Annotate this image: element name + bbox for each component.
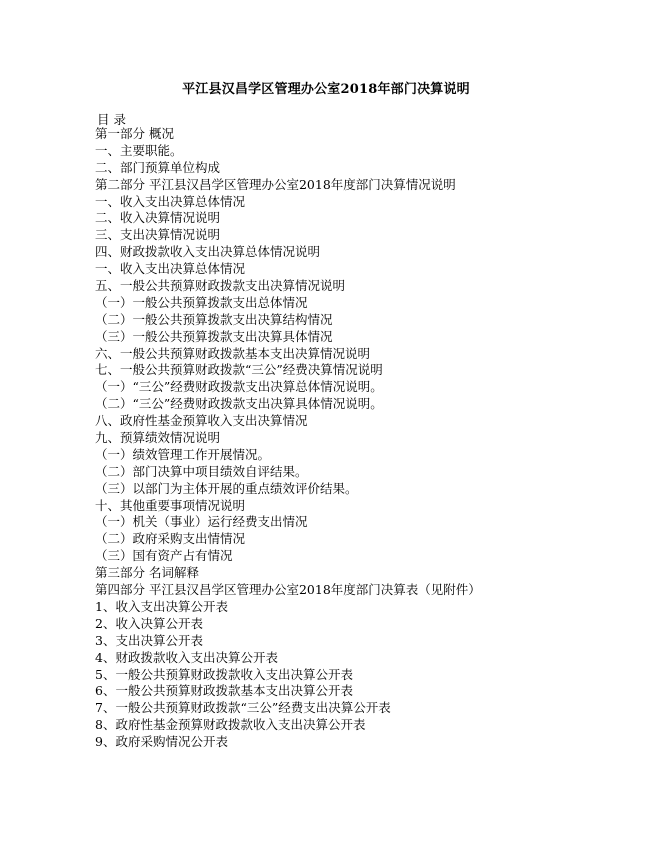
toc-item: 八、政府性基金预算收入支出决算情况	[95, 413, 308, 429]
toc-item: 第一部分 概况	[95, 126, 174, 141]
toc-item: （二）部门决算中项目绩效自评结果。	[95, 463, 308, 479]
toc-item: （一）机关（事业）运行经费支出情况	[95, 514, 308, 530]
toc-item: 1、收入支出决算公开表	[95, 598, 228, 614]
toc-heading: 目 录	[97, 112, 126, 127]
toc-item: 2、收入决算公开表	[95, 615, 203, 631]
toc-item: 第二部分 平江县汉昌学区管理办公室2018年度部门决算情况说明	[95, 176, 456, 192]
toc-item: 5、一般公共预算财政拨款收入支出决算公开表	[95, 666, 353, 682]
toc-item: 七、一般公共预算财政拨款“三公”经费决算情况说明	[95, 362, 383, 378]
toc-item: 五、一般公共预算财政拨款支出决算情况说明	[95, 278, 346, 294]
toc-item: （一）绩效管理工作开展情况。	[95, 446, 271, 462]
toc-item: 第四部分 平江县汉昌学区管理办公室2018年度部门决算表（见附件）	[95, 582, 481, 598]
toc-item: （二）“三公”经费财政拨款支出决算具体情况说明。	[95, 396, 383, 412]
toc-item: 4、财政拨款收入支出决算公开表	[95, 649, 278, 665]
toc-item: （一）“三公”经费财政拨款支出决算总体情况说明。	[95, 379, 383, 395]
toc-item: （三）国有资产占有情况	[95, 548, 233, 564]
toc-item: （二）一般公共预算拨款支出决算结构情况	[95, 311, 333, 327]
toc-item: 7、一般公共预算财政拨款“三公”经费支出决算公开表	[95, 700, 391, 716]
toc-item: 3、支出决算公开表	[95, 632, 203, 648]
toc-item: 六、一般公共预算财政拨款基本支出决算情况说明	[95, 345, 371, 361]
table-of-contents	[95, 126, 481, 751]
toc-item: （一）一般公共预算拨款支出总体情况	[95, 294, 308, 310]
toc-item: （二）政府采购支出情情况	[95, 531, 246, 547]
toc-item: 四、财政拨款收入支出决算总体情况说明	[95, 244, 321, 260]
toc-item: 一、收入支出决算总体情况	[95, 261, 246, 277]
toc-item: 8、政府性基金预算财政拨款收入支出决算公开表	[95, 717, 366, 733]
toc-item: 一、主要职能。	[95, 142, 183, 158]
toc-item: 9、政府采购情况公开表	[95, 734, 228, 750]
toc-item: 二、收入决算情况说明	[95, 210, 221, 226]
toc-item: （三）一般公共预算拨款支出决算具体情况	[95, 328, 333, 344]
toc-item: 九、预算绩效情况说明	[95, 430, 221, 446]
toc-item: 十、其他重要事项情况说明	[95, 497, 246, 513]
toc-item: 6、一般公共预算财政拨款基本支出决算公开表	[95, 683, 353, 699]
toc-item: 三、支出决算情况说明	[95, 227, 221, 243]
toc-item: 二、部门预算单位构成	[95, 159, 221, 175]
toc-item: 第三部分 名词解释	[95, 565, 199, 581]
document-title: 平江县汉昌学区管理办公室2018年部门决算说明	[182, 82, 470, 97]
toc-item: （三）以部门为主体开展的重点绩效评价结果。	[95, 480, 358, 496]
toc-item: 一、收入支出决算总体情况	[95, 193, 246, 209]
